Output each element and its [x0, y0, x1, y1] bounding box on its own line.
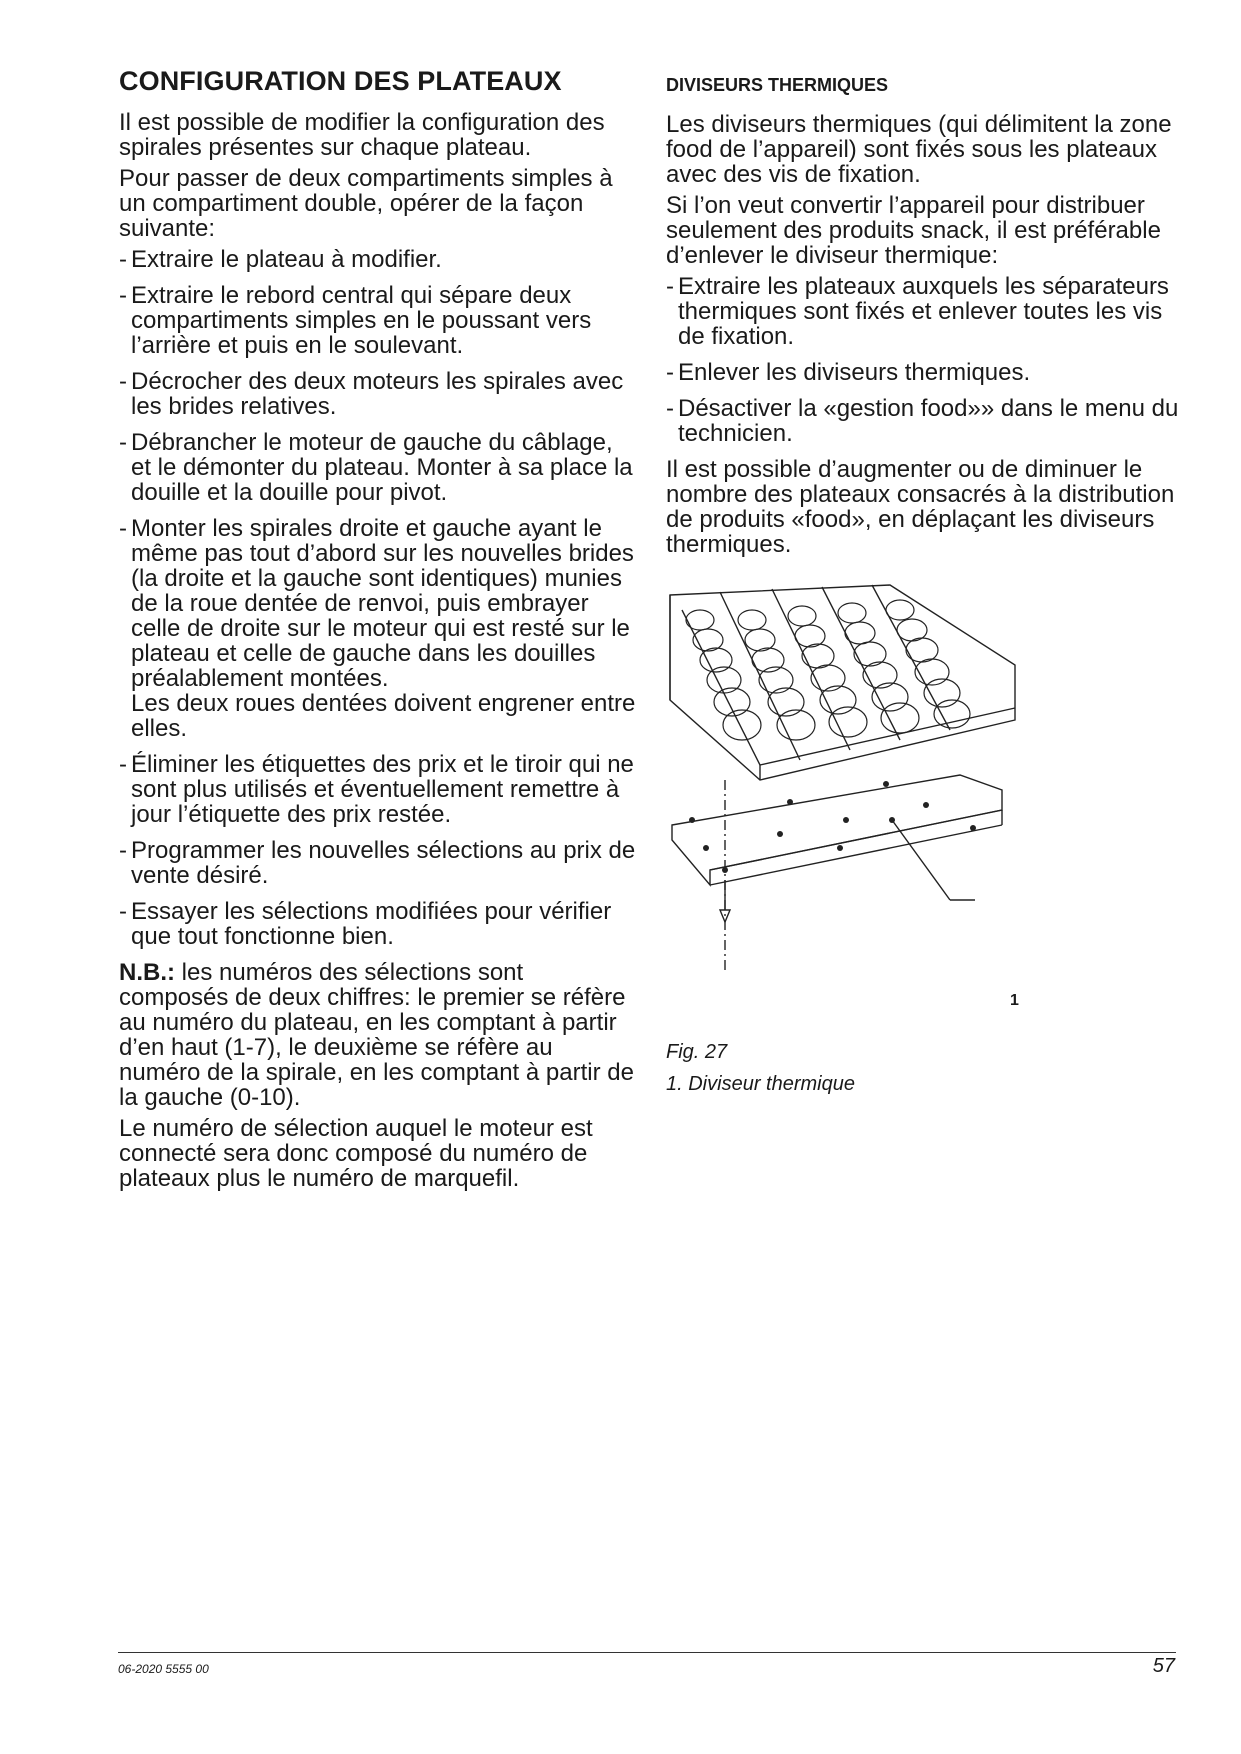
step-sub-note: Les deux roues dentées doivent engrener entre elles. [131, 690, 636, 742]
section-title: CONFIGURATION DES PLATEAUX [119, 66, 562, 96]
nb-text: les numéros des sélections sont composés de deux chiffres: le premier se réfère au numéro du plateau, en les comptant à partir d’en haut (1-7), le deuxième se réfère au numéro de la spirale, en les comptant à partir de la gauche (0-10). [119, 959, 634, 1111]
step-item: - Éliminer les étiquettes des prix et le tiroir qui ne sont plus utilisés et éventuellement remettre à jour l’étiquette des prix restée. [119, 751, 634, 828]
tray-divider-illustration [660, 580, 1060, 1040]
step-item: - Extraire les plateaux auxquels les séparateurs thermiques sont fixés et enlever toutes les vis de fixation. [666, 273, 1169, 350]
removal-steps [666, 274, 1186, 446]
figure-caption: Fig. 27 [666, 1041, 728, 1063]
step-item: - Enlever les diviseurs thermiques. [666, 359, 1031, 386]
step-item: - Extraire le plateau à modifier. [119, 246, 442, 273]
outro-paragraph: Le numéro de sélection auquel le moteur est connecté sera donc composé du numéro de plateaux plus le numéro de marquefil. [119, 1115, 593, 1192]
right-column [666, 66, 1186, 563]
right-paragraph-2: Si l’on veut convertir l’appareil pour distribuer seulement des produits snack, il est préférable d’enlever le diviseur thermique: [666, 192, 1161, 269]
intro-paragraph-1: Il est possible de modifier la configuration des spirales présentes sur chaque plateau. [119, 109, 605, 161]
step-item: - Décrocher des deux moteurs les spirales avec les brides relatives. [119, 368, 624, 420]
nb-note [119, 960, 639, 1110]
step-item: - Programmer les nouvelles sélections au prix de vente désiré. [119, 837, 636, 889]
subsection-title: DIVISEURS THERMIQUES [666, 75, 889, 95]
right-paragraph-3: Il est possible d’augmenter ou de diminuer le nombre des plateaux consacrés à la distribution de produits «food», en déplaçant les diviseurs thermiques. [666, 456, 1175, 558]
right-paragraph-1: Les diviseurs thermiques (qui délimitent la zone food de l’appareil) sont fixés sous les plateaux avec des vis de fixation. [666, 111, 1172, 188]
intro-paragraph-2: Pour passer de deux compartiments simples à un compartiment double, opérer de la façon suivante: [119, 165, 613, 242]
figure-legend: 1. Diviseur thermique [666, 1073, 855, 1095]
step-item: - Débrancher le moteur de gauche du câblage, et le démonter du plateau. Monter à sa place la douille et la douille pour pivot. [119, 429, 633, 506]
step-item: - Essayer les sélections modifiées pour vérifier que tout fonctionne bien. [119, 898, 612, 950]
nb-label: N.B.: [119, 959, 175, 986]
procedure-steps [119, 247, 639, 949]
step-item: - Extraire le rebord central qui sépare deux compartiments simples en le poussant vers l’arrière et puis en le soulevant. [119, 282, 592, 359]
footer-divider [118, 1652, 1176, 1653]
step-item: - Monter les spirales droite et gauche ayant le même pas tout d’abord sur les nouvelles brides (la droite et la gauche sont identiques) munies de la roue dentée de renvoi, puis embrayer celle de droite sur le moteur qui est resté sur le plateau et celle de gauche dans les douilles préalablement montées. Les deux roues dentées doivent engrener entre elles. [119, 516, 639, 741]
figure-callout-number: 1 [1010, 992, 1019, 1009]
step-item: - Désactiver la «gestion food»» dans le menu du technicien. [666, 395, 1179, 447]
document-code: 06-2020 5555 00 [118, 1662, 209, 1676]
left-column [119, 66, 639, 1197]
tray-divider-drawing [660, 580, 1060, 1040]
page-number: 57 [1152, 1655, 1175, 1677]
